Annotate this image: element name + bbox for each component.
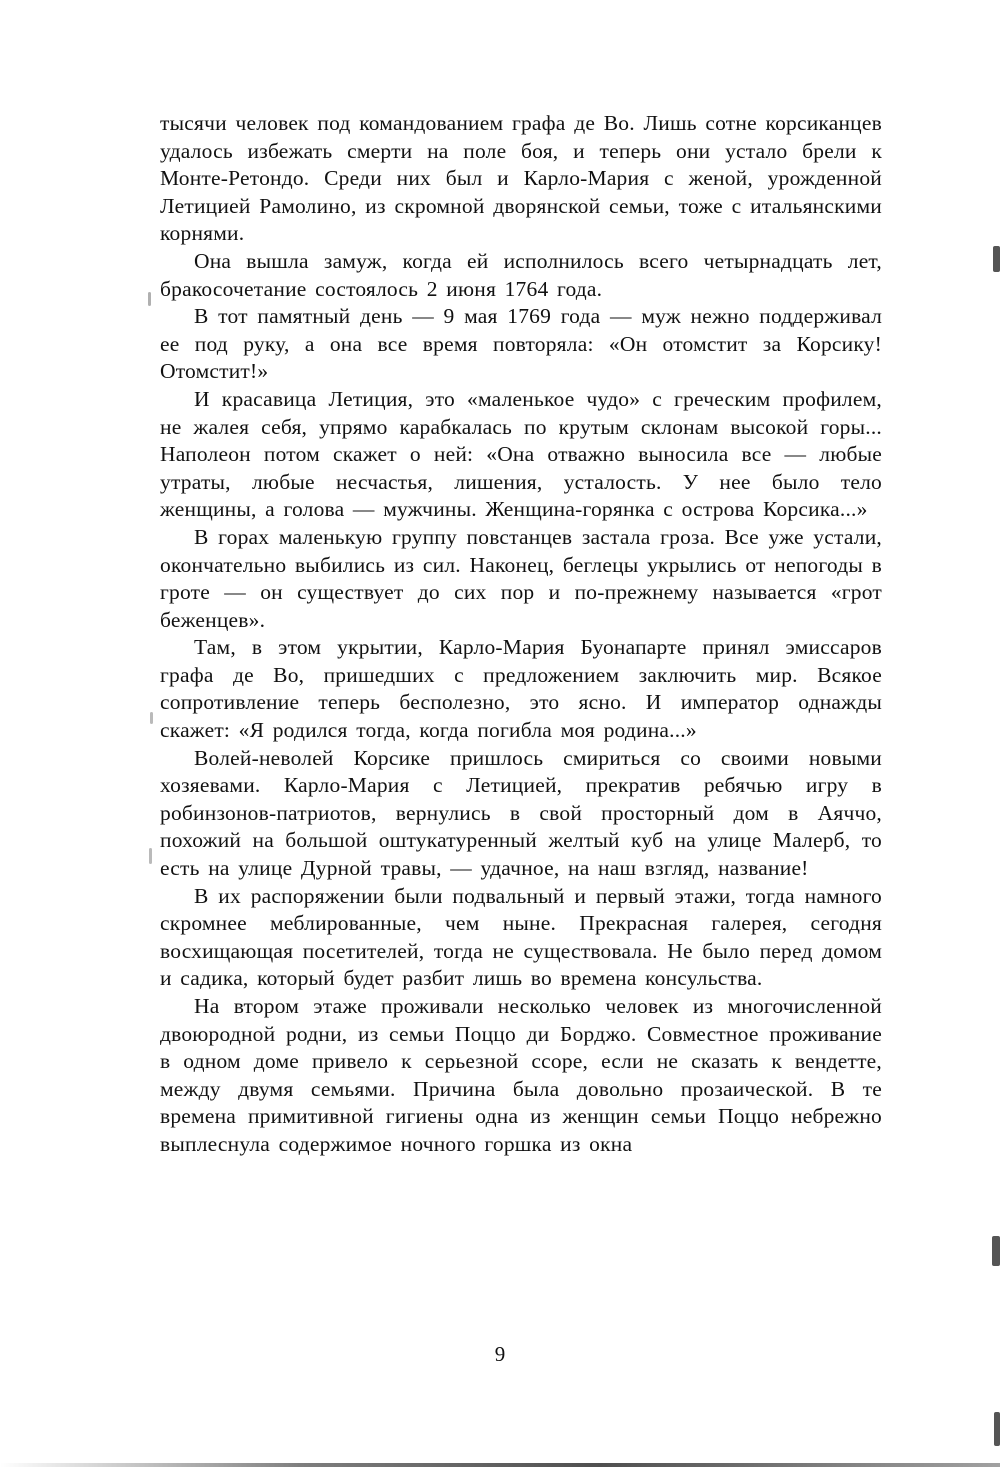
paragraph: Волей-неволей Корсике пришлось смириться со своими новыми хозяевами. Карло-Мария с Летицией, прекратив ребячью игру в робинзонов-патриотов, вернулись в свой просторный дом в Аяччо, похожий на большой оштукатуренный желтый куб на улице Малерб, то есть на улице Дурной травы, — удачное, на наш взгляд, название! <box>160 745 882 881</box>
paragraph: В их распоряжении были подвальный и первый этажи, тогда намного скромнее меблированные, чем ныне. Прекрасная галерея, сегодня восхищающая посетителей, тогда не существовала. Не было перед домом и садика, который будет разбит лишь во времена консульства. <box>160 883 882 991</box>
page-text <box>160 110 882 1159</box>
scan-artifact <box>992 1236 1000 1266</box>
scan-artifact <box>149 848 152 864</box>
scan-artifact <box>993 246 1000 272</box>
scan-artifact <box>148 292 151 306</box>
paragraph: В горах маленькую группу повстанцев застала гроза. Все уже устали, окончательно выбились из сил. Наконец, беглецы укрылись от непогоды в гроте — он существует до сих пор и по-прежнему называется «грот беженцев». <box>160 524 882 632</box>
page-number: 9 <box>494 1342 506 1366</box>
paragraph: Там, в этом укрытии, Карло-Мария Буонапарте принял эмиссаров графа де Во, пришедших с предложением заключить мир. Всякое сопротивление теперь бесполезно, это ясно. И император однажды скажет: «Я родился тогда, когда погибла моя родина...» <box>160 635 882 743</box>
paragraph: На втором этаже проживали несколько человек из многочисленной двоюродной родни, из семьи Поццо ди Борджо. Совместное проживание в одном доме привело к серьезной ссоре, если не сказать к вендетте, между двумя семьями. Причина была довольно прозаической. В те времена примитивной гигиены одна из женщин семьи Поццо небрежно выплеснула содержимое ночного горшка из окна <box>160 994 882 1156</box>
scan-artifact <box>994 1412 1000 1446</box>
paragraph: тысячи человек под командованием графа де Во. Лишь сотне корсиканцев удалось избежать смерти на поле боя, и теперь они устало брели к Монте-Ретондо. Среди них был и Карло-Мария с женой, урожденной Летицией Рамолино, из скромной дворянской семьи, тоже с итальянскими корнями. <box>160 111 882 246</box>
scan-artifact <box>150 712 153 724</box>
scan-edge-shadow <box>0 1463 1000 1467</box>
paragraph: И красавица Летиция, это «маленькое чудо» с греческим профилем, не жалея себя, упрямо карабкалась по крутым склонам высокой горы... Наполеон потом скажет о ней: «Она отважно выносила все — любые утраты, любые несчастья, лишения, усталость. У нее было тело женщины, а голова — мужчины. Женщина-горянка с острова Корсика...» <box>160 386 882 522</box>
paragraph: В тот памятный день — 9 мая 1769 года — муж нежно поддерживал ее под руку, а она все время повторяла: «Он отомстит за Корсику! Отомстит!» <box>160 304 882 384</box>
paragraph: Она вышла замуж, когда ей исполнилось всего четырнадцать лет, бракосочетание состоялось 2 июня 1764 года. <box>160 248 882 301</box>
